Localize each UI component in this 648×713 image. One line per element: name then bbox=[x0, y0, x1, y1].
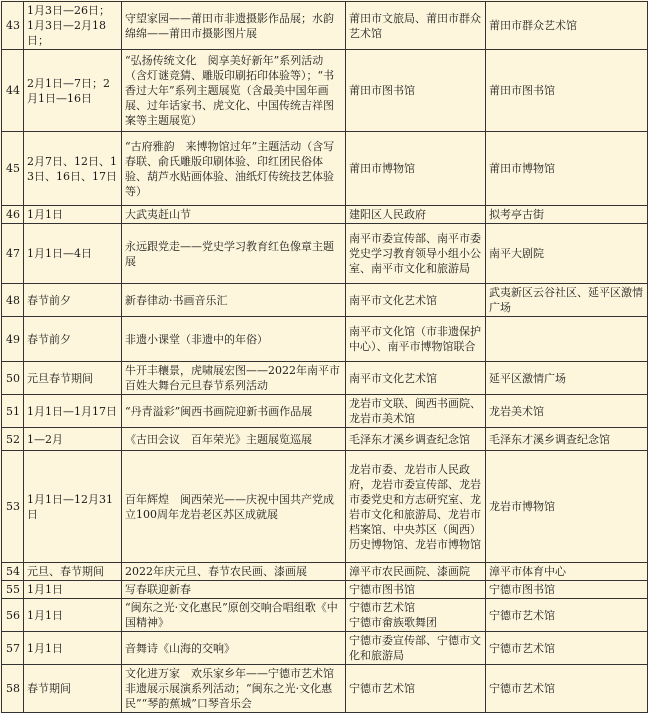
cell-event: “丹青溢彩”闽西书画院迎新书画作品展 bbox=[122, 395, 346, 428]
cell-no: 49 bbox=[2, 317, 24, 362]
cell-venue: 莆田市群众艺术馆 bbox=[486, 2, 648, 50]
cell-date: 1月1日 bbox=[24, 632, 122, 665]
cell-event: 《古田会议 百年荣光》主题展览巡展 bbox=[122, 428, 346, 451]
cell-event: 新春律动·书画音乐汇 bbox=[122, 284, 346, 317]
cell-event: 非遗小课堂（非遗中的年俗） bbox=[122, 317, 346, 362]
cell-venue bbox=[486, 317, 648, 362]
cell-no: 51 bbox=[2, 395, 24, 428]
cell-organizer: 建阳区人民政府 bbox=[346, 206, 486, 224]
cell-no: 58 bbox=[2, 665, 24, 713]
cell-no: 54 bbox=[2, 563, 24, 581]
cell-venue: 毛泽东才溪乡调查纪念馆 bbox=[486, 428, 648, 451]
cell-no: 57 bbox=[2, 632, 24, 665]
cell-venue: 莆田市图书馆 bbox=[486, 50, 648, 132]
table-row bbox=[2, 451, 648, 563]
cell-event: “古府雅韵 来博物馆过年”主题活动（含写春联、俞氏雕版印刷体验、印红团民俗体验、葫芦水贴画体验、油纸灯传统技艺体验等） bbox=[122, 132, 346, 206]
cell-event: 2022年庆元旦、春节农民画、漆画展 bbox=[122, 563, 346, 581]
cell-date: 元旦、春节期间 bbox=[24, 563, 122, 581]
cell-no: 55 bbox=[2, 581, 24, 599]
cell-organizer: 南平市文化艺术馆 bbox=[346, 362, 486, 395]
cell-venue: 宁德市图书馆 bbox=[486, 581, 648, 599]
cell-no: 46 bbox=[2, 206, 24, 224]
cell-date: 1月1日 bbox=[24, 581, 122, 599]
cell-event: 牛开丰穰景，虎啸展宏图——2022年南平市百姓大舞台元旦春节系列活动 bbox=[122, 362, 346, 395]
table-row bbox=[2, 362, 648, 395]
cell-date: 春节期间 bbox=[24, 665, 122, 713]
events-table-body bbox=[2, 2, 648, 713]
cell-organizer: 宁德市图书馆 bbox=[346, 581, 486, 599]
cell-organizer: 宁德市艺术馆 宁德市畲族歌舞团 bbox=[346, 599, 486, 632]
cell-venue: 莆田市博物馆 bbox=[486, 132, 648, 206]
events-table bbox=[1, 1, 648, 713]
cell-venue: 武夷新区云谷社区、延平区激情广场 bbox=[486, 284, 648, 317]
cell-date: 1—2月 bbox=[24, 428, 122, 451]
table-row bbox=[2, 599, 648, 632]
cell-no: 50 bbox=[2, 362, 24, 395]
cell-event: 百年辉煌 闽西荣光——庆祝中国共产党成立100周年龙岩老区苏区成就展 bbox=[122, 451, 346, 563]
table-row bbox=[2, 2, 648, 50]
cell-venue: 漳平市体育中心 bbox=[486, 563, 648, 581]
cell-date: 2月7日、12日、13日、16日、17日 bbox=[24, 132, 122, 206]
cell-date: 1月1日 bbox=[24, 599, 122, 632]
cell-date: 元旦春节期间 bbox=[24, 362, 122, 395]
cell-date: 1月1日 bbox=[24, 206, 122, 224]
cell-no: 48 bbox=[2, 284, 24, 317]
cell-organizer: 莆田市博物馆 bbox=[346, 132, 486, 206]
table-row bbox=[2, 317, 648, 362]
table-row bbox=[2, 284, 648, 317]
cell-event: 音舞诗《山海的交响》 bbox=[122, 632, 346, 665]
cell-no: 53 bbox=[2, 451, 24, 563]
cell-organizer: 毛泽东才溪乡调查纪念馆 bbox=[346, 428, 486, 451]
cell-no: 52 bbox=[2, 428, 24, 451]
cell-venue: 延平区激情广场 bbox=[486, 362, 648, 395]
cell-no: 45 bbox=[2, 132, 24, 206]
cell-date: 2月1日—7日；2月1日—16日 bbox=[24, 50, 122, 132]
table-row bbox=[2, 395, 648, 428]
cell-event: “闽东之光·文化惠民”原创交响合唱组歌《中国精神》 bbox=[122, 599, 346, 632]
cell-date: 春节前夕 bbox=[24, 317, 122, 362]
cell-no: 43 bbox=[2, 2, 24, 50]
cell-organizer: 南平市委宣传部、南平市委党史学习教育领导小组小公室、南平市文化和旅游局 bbox=[346, 224, 486, 284]
cell-organizer: 莆田市图书馆 bbox=[346, 50, 486, 132]
table-row bbox=[2, 206, 648, 224]
cell-no: 44 bbox=[2, 50, 24, 132]
cell-organizer: 南平市文化馆（市非遗保护中心）、南平市博物馆联合 bbox=[346, 317, 486, 362]
cell-organizer: 宁德市委宣传部、宁德市文化和旅游局 bbox=[346, 632, 486, 665]
cell-organizer: 龙岩市委、龙岩市人民政府，龙岩市委宣传部、龙岩市委党史和方志研究室、龙岩市文化和旅游局、龙岩市档案馆、中央苏区（闽西）历史博物馆、龙岩市博物馆 bbox=[346, 451, 486, 563]
table-row bbox=[2, 632, 648, 665]
cell-no: 47 bbox=[2, 224, 24, 284]
table-row bbox=[2, 665, 648, 713]
table-row bbox=[2, 428, 648, 451]
cell-organizer: 宁德市艺术馆 bbox=[346, 665, 486, 713]
cell-event: 写春联迎新春 bbox=[122, 581, 346, 599]
cell-organizer: 莆田市文旅局、莆田市群众艺术馆 bbox=[346, 2, 486, 50]
cell-venue: 南平大剧院 bbox=[486, 224, 648, 284]
table-row bbox=[2, 224, 648, 284]
cell-no: 56 bbox=[2, 599, 24, 632]
cell-venue: 龙岩美术馆 bbox=[486, 395, 648, 428]
cell-event: “弘扬传统文化 阅享美好新年”系列活动（含灯谜竞猜、雕版印刷拓印体验等）；“书香过大年”系列主题展览（含最美中国年画展、过年话家书、虎文化、中国传统吉祥图案等主题展览） bbox=[122, 50, 346, 132]
cell-date: 春节前夕 bbox=[24, 284, 122, 317]
cell-date: 1月1日—12月31日 bbox=[24, 451, 122, 563]
table-row bbox=[2, 581, 648, 599]
cell-venue: 宁德市艺术馆 bbox=[486, 665, 648, 713]
table-row bbox=[2, 50, 648, 132]
cell-date: 1月3日—26日； 1月3日—2月18日； bbox=[24, 2, 122, 50]
cell-venue: 宁德市艺术馆 bbox=[486, 599, 648, 632]
cell-organizer: 漳平市农民画院、漆画院 bbox=[346, 563, 486, 581]
table-row bbox=[2, 132, 648, 206]
cell-event: 文化进万家 欢乐家乡年——宁德市艺术馆非遗展示展演系列活动；“闽东之光·文化惠民”“琴韵蕉城”口琴音乐会 bbox=[122, 665, 346, 713]
cell-date: 1月1日—4日 bbox=[24, 224, 122, 284]
cell-organizer: 龙岩市文联、闽西书画院、龙岩市美术馆 bbox=[346, 395, 486, 428]
table-row bbox=[2, 563, 648, 581]
cell-event: 大武夷赶山节 bbox=[122, 206, 346, 224]
cell-venue: 龙岩市博物馆 bbox=[486, 451, 648, 563]
cell-date: 1月1日—1月17日 bbox=[24, 395, 122, 428]
cell-event: 永远跟党走——党史学习教育红色像章主题展 bbox=[122, 224, 346, 284]
cell-event: 守望家园——莆田市非遗摄影作品展；水韵绵绵——莆田市摄影图片展 bbox=[122, 2, 346, 50]
cell-organizer: 南平市文化艺术馆 bbox=[346, 284, 486, 317]
cell-venue: 拟考亭古街 bbox=[486, 206, 648, 224]
cell-venue: 宁德市艺术馆 bbox=[486, 632, 648, 665]
